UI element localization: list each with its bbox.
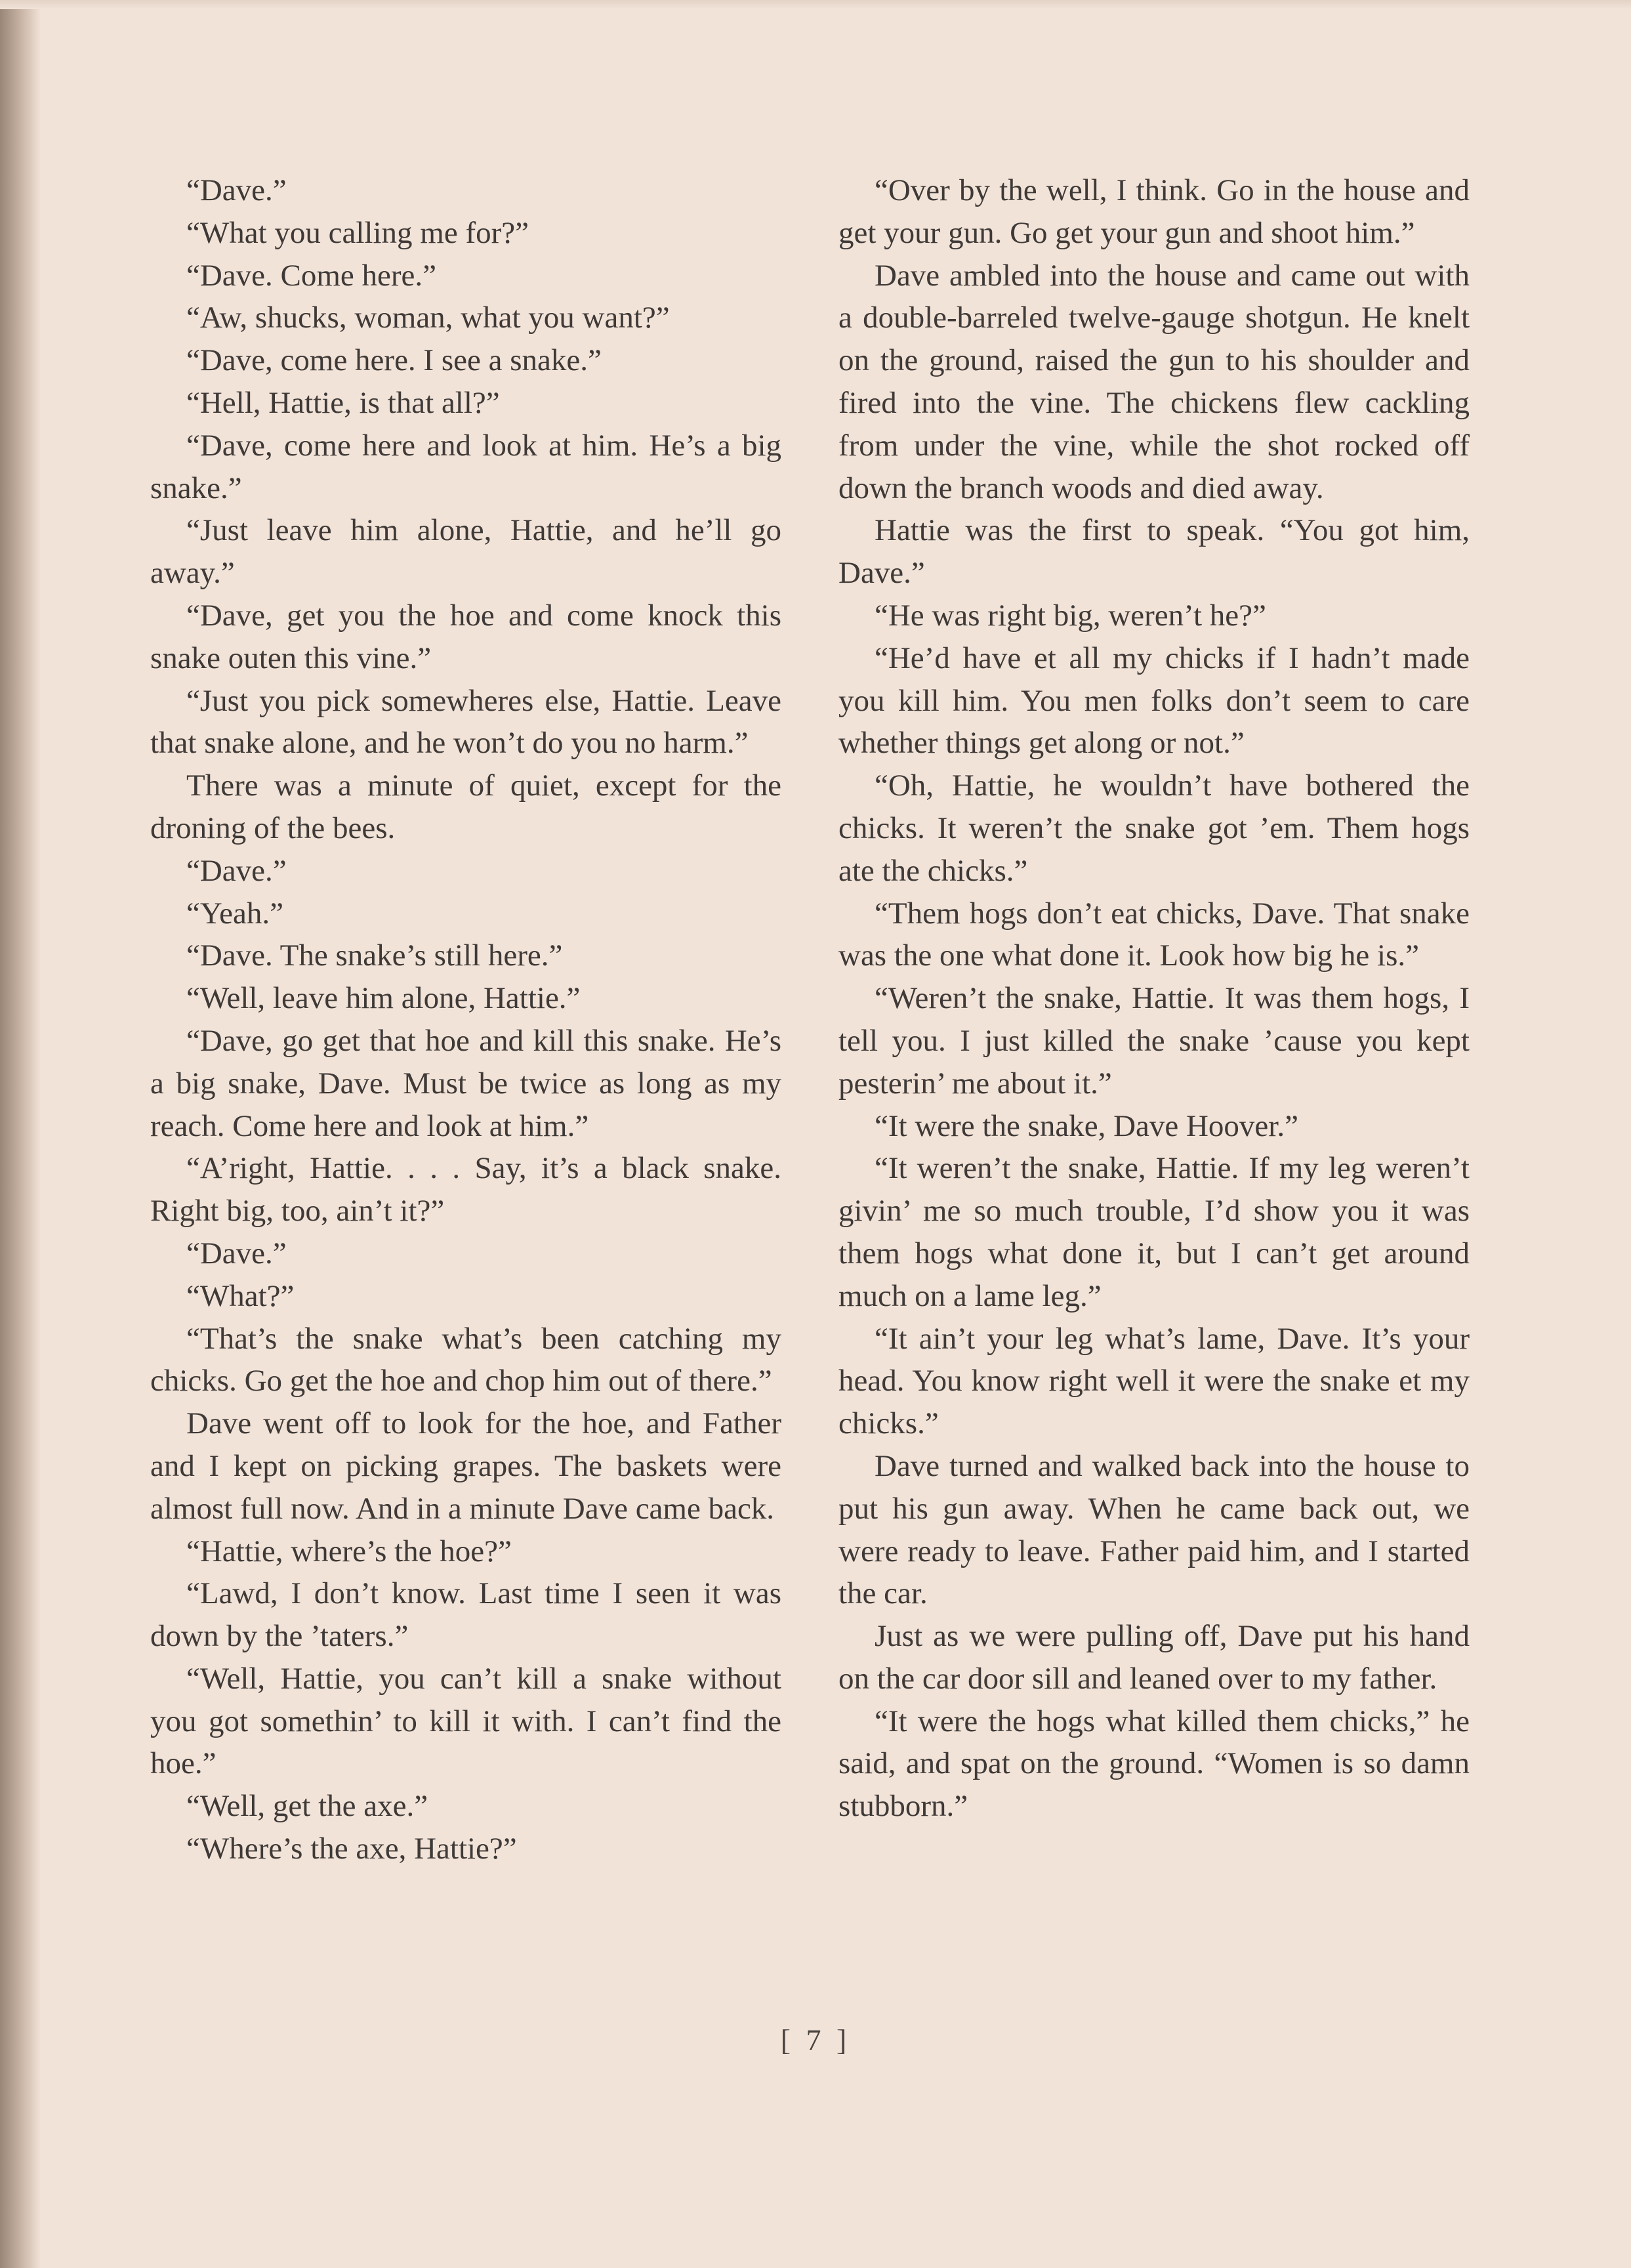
paragraph: Dave went off to look for the hoe, and Father and I kept on picking grapes. The baskets were almost full now. And in a minute Dave came back. bbox=[150, 1406, 781, 1526]
paragraph: “Oh, Hattie, he wouldn’t have bothered the chicks. It weren’t the snake got ’em. Them hogs ate the chicks.” bbox=[838, 768, 1470, 888]
paragraph: Just as we were pulling off, Dave put his hand on the car door sill and leaned over to my father. bbox=[838, 1619, 1470, 1696]
paragraph: “Dave. The snake’s still here.” bbox=[186, 938, 563, 973]
paragraph: “Well, get the axe.” bbox=[186, 1789, 428, 1824]
left-text-column bbox=[150, 169, 781, 1870]
paragraph: “Dave.” bbox=[186, 853, 287, 888]
paragraph: “Aw, shucks, woman, what you want?” bbox=[186, 301, 670, 335]
paragraph: “It ain’t your leg what’s lame, Dave. It’s your head. You know right well it were the snake et my chicks.” bbox=[838, 1321, 1470, 1441]
paragraph: “Where’s the axe, Hattie?” bbox=[186, 1832, 517, 1866]
paragraph: “Dave.” bbox=[186, 173, 287, 207]
paragraph: “Dave, go get that hoe and kill this snake. He’s a big snake, Dave. Must be twice as long as my reach. Come here and look at him.” bbox=[150, 1023, 781, 1143]
paragraph: “A’right, Hattie. . . . Say, it’s a black snake. Right big, too, ain’t it?” bbox=[150, 1151, 781, 1228]
paragraph: Hattie was the first to speak. “You got him, Dave.” bbox=[838, 513, 1470, 591]
paragraph: “That’s the snake what’s been catching my chicks. Go get the hoe and chop him out of there.” bbox=[150, 1321, 781, 1398]
paragraph: There was a minute of quiet, except for the droning of the bees. bbox=[150, 768, 781, 845]
paragraph: “Them hogs don’t eat chicks, Dave. That snake was the one what done it. Look how big he is.” bbox=[838, 896, 1470, 973]
paragraph: “Over by the well, I think. Go in the house and get your gun. Go get your gun and shoot him.” bbox=[838, 173, 1470, 250]
paragraph: “Lawd, I don’t know. Last time I seen it was down by the ’taters.” bbox=[150, 1576, 781, 1654]
paragraph: “Hattie, where’s the hoe?” bbox=[186, 1534, 512, 1568]
paragraph: “He was right big, weren’t he?” bbox=[875, 598, 1266, 633]
paragraph: Dave turned and walked back into the house to put his gun away. When he came back out, we were ready to leave. Father paid him, and I started the car. bbox=[838, 1448, 1470, 1611]
paragraph: “What?” bbox=[186, 1278, 295, 1313]
paragraph: “Well, leave him alone, Hattie.” bbox=[186, 981, 581, 1016]
paragraph: “Weren’t the snake, Hattie. It was them hogs, I tell you. I just killed the snake ’cause you kept pesterin’ me about it.” bbox=[838, 981, 1470, 1101]
paragraph: “Dave. Come here.” bbox=[186, 258, 437, 293]
page-top-edge bbox=[0, 0, 1631, 9]
paragraph: Dave ambled into the house and came out with a double-barreled twelve-gauge shotgun. He knelt on the ground, raised the gun to his shoulder and fired into the vine. The chickens flew cackling from under the vine, while the shot rocked off down the branch woods and died away. bbox=[838, 258, 1470, 505]
page-gutter-shadow bbox=[0, 0, 41, 2268]
page-number: [ 7 ] bbox=[780, 2023, 851, 2057]
paragraph: “It weren’t the snake, Hattie. If my leg weren’t givin’ me so much trouble, I’d show you it was them hogs what done it, but I can’t get around much on a lame leg.” bbox=[838, 1151, 1470, 1313]
paragraph: “It were the hogs what killed them chicks,” he said, and spat on the ground. “Women is so damn stubborn.” bbox=[838, 1704, 1470, 1824]
paragraph: “Dave, get you the hoe and come knock this snake outen this vine.” bbox=[150, 598, 781, 675]
paragraph: “Just you pick somewheres else, Hattie. Leave that snake alone, and he won’t do you no harm.” bbox=[150, 683, 781, 761]
paragraph: “Dave, come here and look at him. He’s a big snake.” bbox=[150, 428, 781, 505]
paragraph: “It were the snake, Dave Hoover.” bbox=[875, 1108, 1298, 1143]
paragraph: “Hell, Hattie, is that all?” bbox=[186, 385, 500, 420]
paragraph: “Dave, come here. I see a snake.” bbox=[186, 343, 602, 378]
paragraph: “He’d have et all my chicks if I hadn’t made you kill him. You men folks don’t seem to care whether things get along or not.” bbox=[838, 640, 1470, 761]
paragraph: “What you calling me for?” bbox=[186, 215, 529, 250]
paragraph: “Dave.” bbox=[186, 1236, 287, 1270]
paragraph: “Just leave him alone, Hattie, and he’ll go away.” bbox=[150, 513, 781, 591]
right-text-column bbox=[838, 169, 1470, 1828]
paragraph: “Yeah.” bbox=[186, 896, 283, 931]
paragraph: “Well, Hattie, you can’t kill a snake without you got somethin’ to kill it with. I can’t find the hoe.” bbox=[150, 1661, 781, 1781]
